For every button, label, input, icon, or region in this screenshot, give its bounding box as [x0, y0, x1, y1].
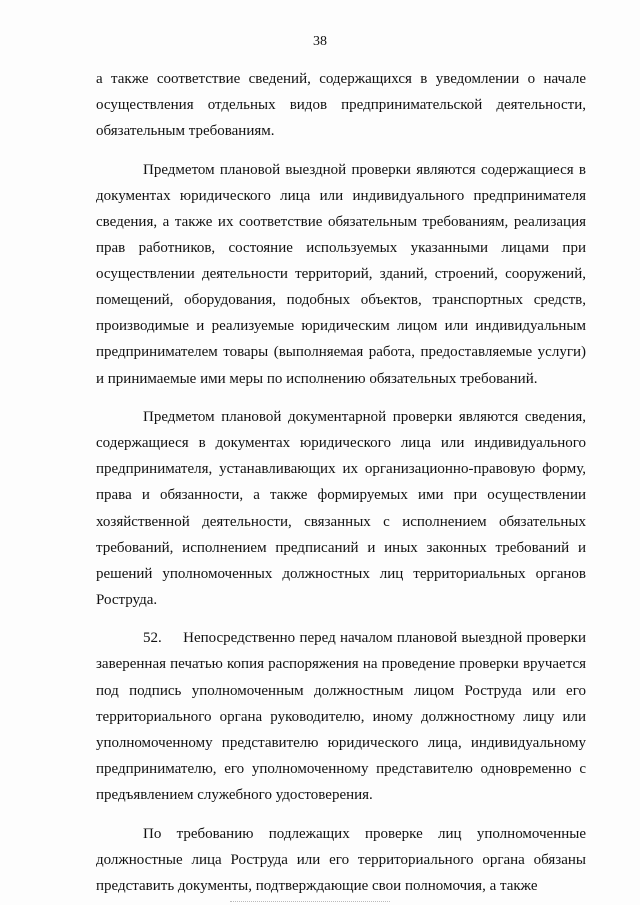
scan-edge-mark [230, 901, 390, 905]
paragraph-continuation: а также соответствие сведений, содержащихся в уведомлении о начале осуществления отдельных видов предпринимательской деятельности, обязательным требованиям. [96, 71, 586, 140]
paragraph-documentary-inspection-subject: Предметом плановой документарной проверки являются сведения, содержащиеся в документах юридического лица или индивидуального предпринимателя, устанавливающих их организационно-правовую форму, права и обязанности, а также формируемых ими при осуществлении хозяйственной деятельности, связанных с исполнением обязательных требований, исполнением предписаний и иных законных требований и решений уполномоченных должностных лиц территориальных органов Роструда. [96, 409, 586, 608]
page-number: 38 [313, 34, 327, 49]
document-body [96, 66, 586, 899]
paragraph-credentials-requirement: По требованию подлежащих проверке лиц уполномоченные должностные лица Роструда или его территориального органа обязаны представить документы, подтверждающие свои полномочия, а также [96, 825, 586, 894]
paragraph-clause-52: 52. Непосредственно перед началом плановой выездной проверки заверенная печатью копия распоряжения на проведение проверки вручается под подпись уполномоченным должностным лицом Роструда или его территориального органа руководителю, иному должностному лицу или уполномоченному представителю юридического лица, индивидуальному предпринимателю, его уполномоченному представителю одновременно с предъявлением служебного удостоверения. [96, 630, 586, 803]
paragraph-onsite-inspection-subject: Предметом плановой выездной проверки являются содержащиеся в документах юридического лица или индивидуального предпринимателя сведения, а также их соответствие обязательным требованиям, реализация прав работников, состояние используемых указанными лицами при осуществлении деятельности территорий, зданий, строений, сооружений, помещений, оборудования, подобных объектов, транспортных средств, производимые и реализуемые юридическим лицом или индивидуальным предпринимателем товары (выполняемая работа, предоставляемые услуги) и принимаемые ими меры по исполнению обязательных требований. [96, 161, 586, 387]
